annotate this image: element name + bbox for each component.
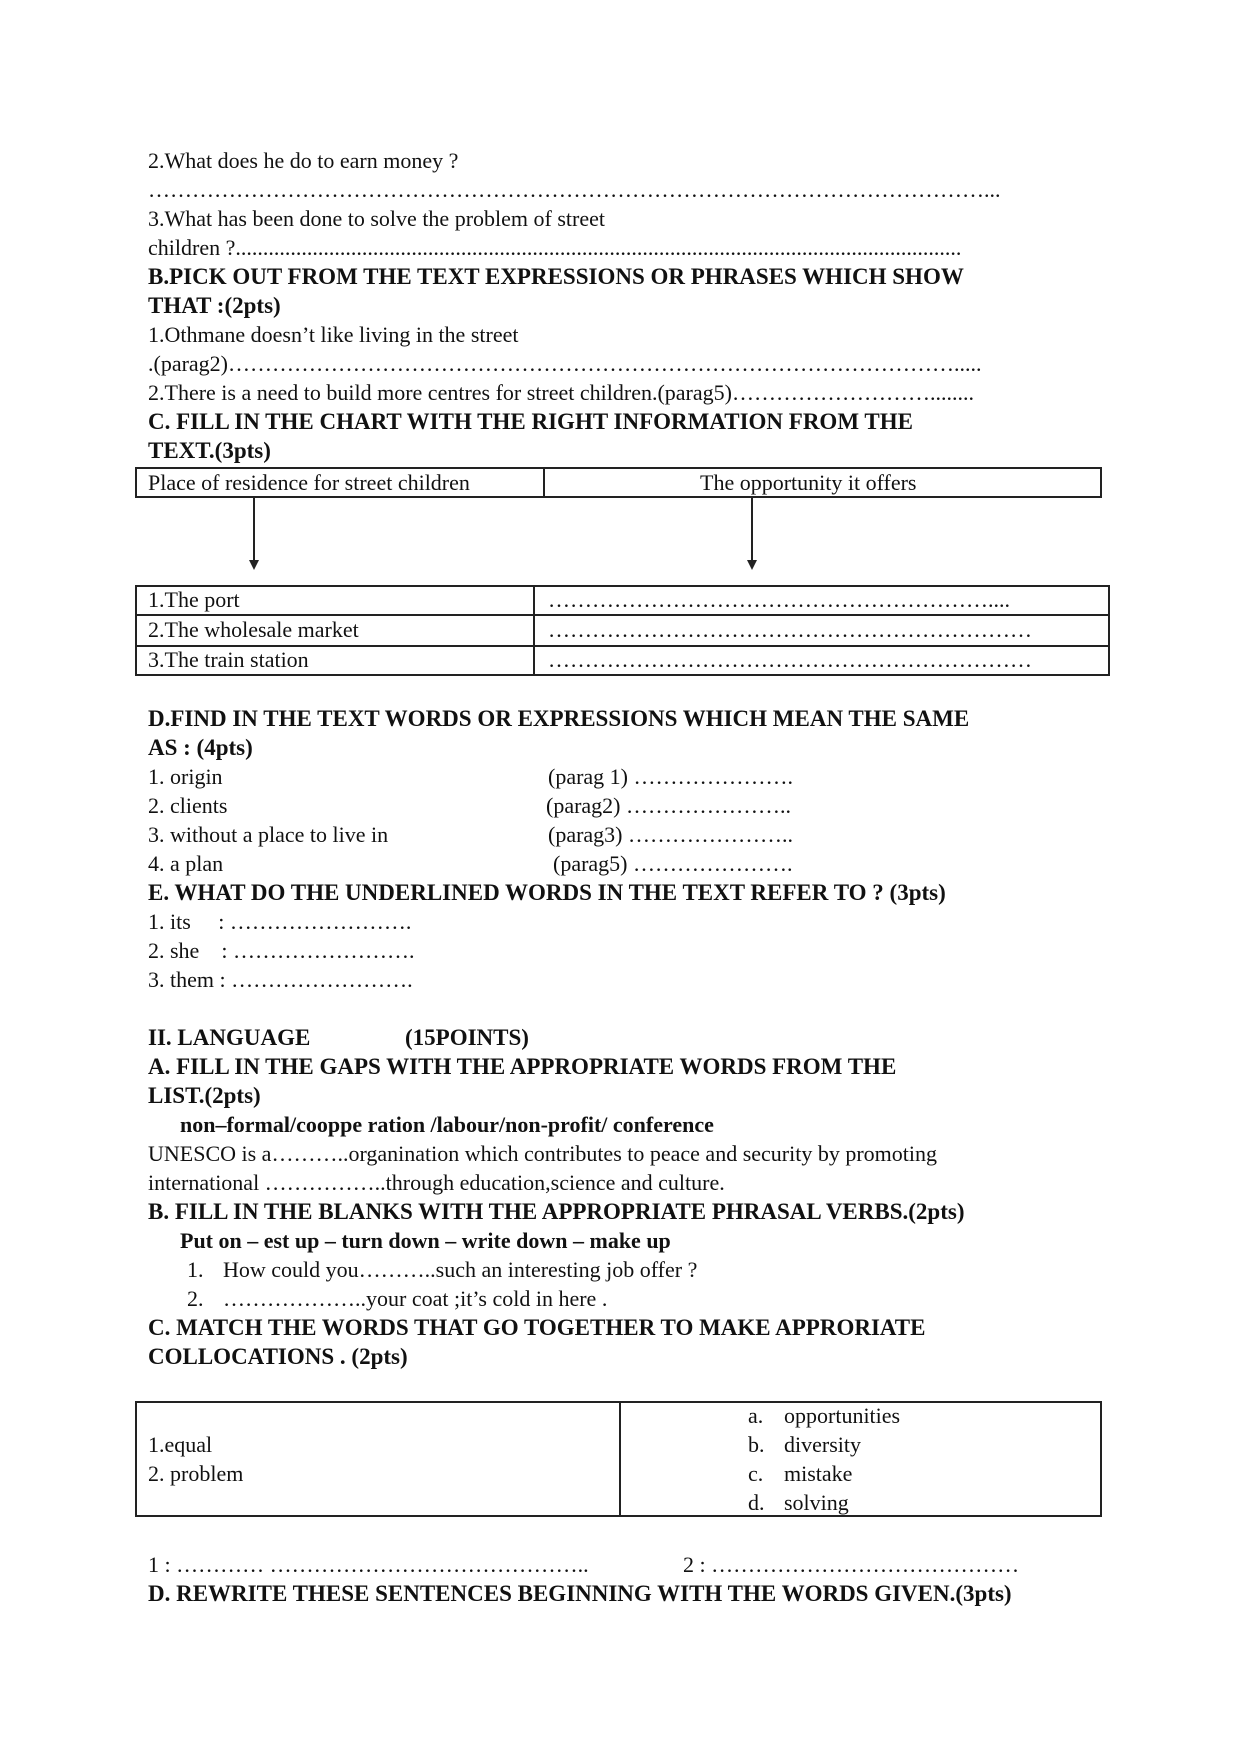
chart-header-opportunity: The opportunity it offers [700,470,917,495]
pick-out-item-1: 1.Othmane doesn’t like living in the street [148,322,519,347]
language-title: II. LANGUAGE [148,1025,311,1050]
answer-line-2[interactable]: ……………………………………………………………………………………………………... [148,177,1001,202]
chart-row-place-2: 2.The wholesale market [148,617,359,642]
chart-header-divider [543,467,545,498]
collocation-right-d: solving [784,1490,849,1515]
synonym-word-1: 1. origin [148,764,223,789]
arrow-down-left-head [249,560,259,570]
reference-item-3[interactable]: 3. them : ……………………. [148,967,413,992]
chart-row-opportunity-1[interactable]: …………………………………………………….... [548,587,1010,612]
section-e-title: E. WHAT DO THE UNDERLINED WORDS IN THE TEXT REFER TO ? (3pts) [148,880,946,905]
gap-fill-text-1[interactable]: UNESCO is a………..organination which contributes to peace and security by promoting [148,1141,938,1166]
arrow-down-left [253,498,255,562]
collocation-answer-2[interactable]: 2 : …………………………………… [683,1552,1020,1577]
phrasal-item-2-number: 2. [187,1286,204,1311]
phrasal-verb-list: Put on – est up – turn down – write down – make up [180,1228,671,1253]
synonym-word-2: 2. clients [148,793,228,818]
chart-row-opportunity-2[interactable]: ………………………………………………………… [548,617,1032,642]
collocation-left-1: 1.equal [148,1432,213,1457]
collocation-right-c: mistake [784,1461,853,1486]
question-3-answer-line[interactable]: children ?.................................................................................................................................... [148,235,962,260]
language-section-c-title: C. MATCH THE WORDS THAT GO TOGETHER TO MAKE APPRORIATE [148,1315,926,1340]
chart-rows-divider [533,585,535,676]
language-section-a-title-cont: LIST.(2pts) [148,1083,261,1108]
phrasal-item-2[interactable]: ………………..your coat ;it’s cold in here . [223,1286,608,1311]
reference-item-1[interactable]: 1. its : ……………………. [148,909,412,934]
section-b-title: B.PICK OUT FROM THE TEXT EXPRESSIONS OR PHRASES WHICH SHOW [148,264,964,289]
section-c-title: C. FILL IN THE CHART WITH THE RIGHT INFORMATION FROM THE [148,409,913,434]
language-section-b-title: B. FILL IN THE BLANKS WITH THE APPROPRIATE PHRASAL VERBS.(2pts) [148,1199,965,1224]
synonym-answer-2[interactable]: (parag2) ………………….. [546,793,792,818]
pick-out-item-2[interactable]: 2.There is a need to build more centres for street children.(parag5)………………………........ [148,380,974,405]
chart-row-separator-1 [135,614,1110,616]
question-3: 3.What has been done to solve the problem of street [148,206,605,231]
collocation-letter-b: b. [748,1432,765,1457]
chart-row-place-3: 3.The train station [148,647,309,672]
collocation-right-a: opportunities [784,1403,901,1428]
collocation-letter-a: a. [748,1403,764,1428]
section-d-title: D.FIND IN THE TEXT WORDS OR EXPRESSIONS WHICH MEAN THE SAME [148,706,970,731]
chart-row-place-1: 1.The port [148,587,240,612]
gap-fill-text-2[interactable]: international ……………..through education,science and culture. [148,1170,725,1195]
collocation-answer-1[interactable]: 1 : ………… …………………………………….. [148,1552,589,1577]
phrasal-item-1-number: 1. [187,1257,204,1282]
collocation-table-divider [619,1401,621,1517]
chart-header-place: Place of residence for street children [148,470,470,495]
language-section-c-title-cont: COLLOCATIONS . (2pts) [148,1344,408,1369]
synonym-word-3: 3. without a place to live in [148,822,389,847]
synonym-answer-4[interactable]: (parag5) …………………. [553,851,793,876]
section-c-title-cont: TEXT.(3pts) [148,438,271,463]
phrasal-item-1[interactable]: How could you………..such an interesting job offer ? [223,1257,698,1282]
pick-out-item-1-answer[interactable]: .(parag2)………………………………………………………………………………………..... [148,351,982,376]
word-list: non–formal/cooppe ration /labour/non-profit/ conference [180,1112,714,1137]
arrow-down-right-head [747,560,757,570]
chart-row-opportunity-3[interactable]: ………………………………………………………… [548,647,1032,672]
arrow-down-right [751,498,753,562]
synonym-word-4: 4. a plan [148,851,224,876]
language-points: (15POINTS) [405,1025,529,1050]
collocation-right-b: diversity [784,1432,861,1457]
language-section-d-title: D. REWRITE THESE SENTENCES BEGINNING WITH THE WORDS GIVEN.(3pts) [148,1581,1012,1606]
section-d-title-cont: AS : (4pts) [148,735,253,760]
synonym-answer-3[interactable]: (parag3) ………………….. [548,822,794,847]
question-2: 2.What does he do to earn money ? [148,148,459,173]
collocation-left-2: 2. problem [148,1461,244,1486]
section-b-title-cont: THAT :(2pts) [148,293,281,318]
collocation-letter-d: d. [748,1490,765,1515]
language-section-a-title: A. FILL IN THE GAPS WITH THE APPROPRIATE WORDS FROM THE [148,1054,897,1079]
collocation-letter-c: c. [748,1461,764,1486]
reference-item-2[interactable]: 2. she : ……………………. [148,938,415,963]
synonym-answer-1[interactable]: (parag 1) …………………. [548,764,794,789]
